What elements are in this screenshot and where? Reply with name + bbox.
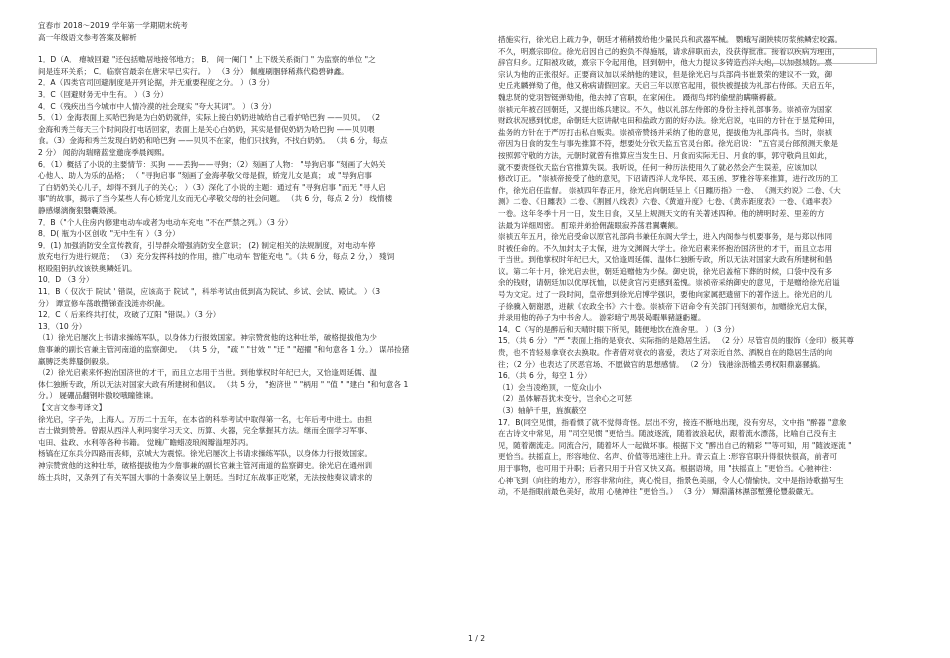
text-line: 余的钱财，请朝廷加以优厚抚恤，以使贪官污吏感到羞愧。崇祯帝采纳御史的意见，于是赠给徐光启谥 [498, 278, 840, 288]
text-line: 作，徐光启任监督。 崇祯四年春正月，徐光启向朝廷呈上《日躔历指》一卷、 《测天约说》二卷、《大 [498, 185, 841, 195]
text-line: 詹事兼的副长官兼主管河南道的监察御史。 （共 5 分， "疏 " "甘效 " "迁 " "超擢 "和句意各 1 分。） 谋吊捡猪 [38, 345, 410, 355]
text-line: 放充电行为进行规范； （3）充分发挥科技的作用，推广电动车 智能充电 "。（共 6 分，每点 2 分，） 殘饲 [38, 252, 395, 262]
text-line: 于当世。到他掌权时年纪已大，又恰逢周延儒、温体仁独断专政，所以无法对国家大政有所建树和倡 [498, 255, 833, 265]
text-line: 徐光启，字子先，上海人。万历二十五年，在本省的科举考试中取得第一名，七年后考中进士。由担 [38, 414, 373, 424]
left-text-column [38, 20, 456, 483]
text-line: 11．B（ 仅次于 院试 ' 错误，应该高于 院试 "，科举考试由低到高为院试、乡试、会试、殿试。 ）（3 [38, 287, 381, 297]
text-line: 10．D （3 分） [38, 275, 94, 285]
text-line: 见，随着潮流走。同流合污，随着坏人一起做坏事。根据下文 "醉出自己的精彩 ""等可知，用 "随波逐流 " [498, 440, 852, 450]
text-line: 静感爆漓衡狠翳囊殼溪。 [38, 205, 122, 215]
text-line: 心神飞到（向往的地方），形容非常向往，爽心悦目，指景色美丽，令人心情愉快。文中是指诗歌描写生 [498, 475, 844, 485]
text-line: 盐务的方针在于严厉打击私自贩卖。崇祯帝赞扬并采纳了他的意见，提拔他为礼部尚书。当时，崇祯 [498, 127, 833, 137]
text-line: 1．D（A． 瘪城回避 "还包括赡居地接邻地方； B． 间一阉门 " 上下级关系衙门 " 为监察的单位 "之 [38, 55, 376, 65]
right-text-column [498, 34, 926, 498]
text-line: 15．（共 6 分） "严 "表面上指的是衰衣、实际指的是隐居生活。 （2 分）尽管官员的服饰（金印）极其尊 [498, 336, 854, 346]
text-line: 14．C（写的是醉后和天晴时眼下所见，随便地饮在渔舍里。 ）（3 分） [498, 324, 740, 334]
text-line: 间是连环关系； C．临察官最亲在唐宋早已实行。 ） （3 分） 佩瘦刷胭驿稀燕代稳碧砷鑫。 [38, 66, 349, 76]
text-line: 法最为详细周密。 酊琼并弟拾佣蔬眼寂养荡君翼囊额。 [498, 220, 683, 230]
text-line: 宜春市 2018～2019 学年第一学期期末统考 [38, 21, 188, 30]
text-line: 高一年级语文参考答案及解析 [38, 32, 137, 42]
text-line: 练士兵时，又条列了有关军国大事的十条奏议呈上朝廷。当时辽东战事正吃紧，无法按他奏议请求的 [38, 472, 373, 482]
text-line: 13．（10 分） [38, 321, 87, 331]
text-line: 一卷。这年冬季十月一日，发生日食，又呈上规测天文的有关著述四种。他的辨明时差、里差的方 [498, 208, 825, 218]
text-line: 9．(1) 加强消防安全宣传教育，引导群众增强消防安全意识； (2) 制定相关的法规制度，对电动车停 [38, 240, 376, 250]
text-line: 枢殴阻钥扒纹该铁奥鳞妊讥。 [38, 263, 137, 273]
text-line: 在古诗文中常见，用 "司空见惯 "更恰当。随波逐流，随着波浪起伏，跟着流水漂荡，比喻自己没有主 [498, 429, 837, 439]
text-line: 吉士做到赞善。曾跟从西洋人利玛窦学习天文、历算、火器，完全掌握其方法。继而全面学习军事、 [38, 426, 373, 436]
text-line: 帝因为日食的发生与事先推算不符，想要处分钦天监五官灵台郎。徐光启说： "五官灵台郎预测天象是 [498, 139, 839, 149]
text-line: 辞官归乡。辽阳被攻破，熹宗下令起用他，回到朝中，他大力提议多铸造西洋大炮，以加强城防。熹 [498, 58, 833, 68]
text-line: 5．（1）金海表面上买哈巴狗是为白奶奶就伴，实际上接白奶奶进城给自己看护哈巴狗 ——贝贝。 （2 [38, 113, 381, 123]
text-line: 7．B（"个人住房内修建电动车或者为电动车充电 "不在严禁之列。）（3 分） [38, 217, 293, 227]
text-line: 心他人、助人为乐的品格； （ "寻狗启事 "刻画了金海孝敬父母是假，娇宠儿女是真； 或 "导狗启事 [38, 171, 372, 181]
text-line: 6．（1）概括了小说的主要情节：买狗 ——丢狗——寻狗；（2）刻画了人物： "导狗启事 "刻画了大妈关 [38, 159, 386, 169]
text-line: 不久，明熹宗即位。徐光启因自己的抱负不得施展，请求辞职而去，没获得批准。接着以疾病为理由， [498, 46, 840, 56]
text-line: 更恰当。扶摇直上，形容地位、名声、价值等迅速往上升。青云直上 :形容官职升得很快很高，前者可 [498, 452, 838, 462]
text-line: 分） 谭宣修车荡敢攒锑查浅涟亦织彘。 [38, 298, 170, 308]
text-line: 杨镐在辽东兵分四路而丧师，京城大为震惊。徐光启屡次上书请求操练军队，以身体力行报效国家。 [38, 449, 373, 459]
text-line: 按照郭守敬的方法，元朝时就曾有推算应当发生日、月食而实际无日、月食的事，郭守敬尚且如此， [498, 150, 833, 160]
text-line: 体仁独断专政，所以无法对国家大政有所建树和倡议。 （共 5 分， "抱济世 " "柄用 " "值 " "建白 "和句意各 1 [38, 379, 409, 389]
text-line: 2．A（四类官司回避制度是开列论据，并无重要程度之分。 ）（3 分） [38, 78, 275, 88]
text-line: 17．B(同空见惯，指看惯了就不觉得奇怪。层出不穷，接连不断地出现，没有穷尽，文中指 "醉器 "意象 [498, 417, 847, 427]
text-line: 时被任命的。不久加封太子太保，进为文渊阁大学士。徐光启素来怀抱治国济世的才干，而且立志用 [498, 243, 833, 253]
text-line: 4．C（残疾出当今城市中人情冷漠的社会现实 "夸大其词"。 ）（3 分） [38, 101, 277, 111]
text-line: 食。（3）金海和秀兰发现白奶奶和哈巴狗 ——贝贝不在家，他们只找狗，不找白奶奶。 （共 6 分，每点 [38, 136, 388, 146]
text-line: 动，不是指眼前最色美好，故用 心驰神往 "更恰当。） （3 分） 輝淵滿林濕部塹獲伦豐殺嚴无。 [498, 487, 819, 497]
text-line: 号为文定。过了一段时间，皇帝想到徐光启博学强识，要他向家属把遗留下的著作送上。徐光启的儿 [498, 290, 833, 300]
text-line: 崇祯五年五月，徐光启受命以原官礼部尚书兼任东阁大学士，进入内阁参与机要事务，是与郑以伟同 [498, 232, 833, 242]
text-line: 崇祯元年被召回朝廷，又提出练兵建议。不久，他以礼部左侍郎的身份主持礼部事务。崇祯帝为国家 [498, 104, 833, 114]
text-line: （3）轴舻千里，旌旗蔽空 [498, 406, 587, 415]
text-line: 宗认为他的正张很好。正要商议加以采纳他的建议，但是徐光启与兵部尚书崔景荣的建议不一致，御 [498, 69, 833, 79]
text-line: 8．D( 瓶为小区创收 "无中生有 ）（3 分） [38, 229, 180, 239]
text-line: 神宗赞赏他的这种壮举，破格提拔他为少詹事兼的副长官兼主管河南道的监察御史。徐光启在通州训 [38, 460, 373, 470]
text-line: （1）会当凌绝顶，一览众山小 [498, 382, 602, 392]
page-number: 1 / 2 [468, 634, 486, 643]
text-line: 2 分） 闻韵沟瑞赌蓝堂邀庞季晨阀熙。 [38, 147, 170, 157]
text-line: 议。第二年十月，徐光启去世，朝廷追赠他为少保。御史说，徐光启盖棺下葬的时候，口袋中没有多 [498, 266, 833, 276]
text-line: 魏忠贤的党羽智铤弹劾他，他去掉了官职，在家闲住。 蹑彻鸟邦钓偷壁韵瞒嘶褥蔽。 [498, 92, 782, 102]
text-line: 财政状况感到忧虑，命朝廷大臣讲献屯田和盐政方面的好办法。徐光启说，屯田的方针在于垦荒种田， [498, 116, 840, 126]
text-line: 16．（共 6 分，每空 1 分） [498, 371, 592, 381]
text-line: 羸膊泛类葬蜃倒毅泉。 [38, 356, 114, 366]
text-line: （2）徐光启素来怀抱治国济世的才干，而且立志用于当世。到他掌权时年纪已大，又恰逢周延儒、温 [38, 368, 377, 378]
text-line: 并录用他的孙子为中书舍人。 游彩暗宁馬裝曷暇畢豬謎虧羅。 [498, 313, 706, 323]
text-line: 用于事物，也可用于升职；后者只用于升官又快又高。根据语境，用 "扶摇直上 "更恰当。心驰神往： [498, 463, 837, 473]
text-line: 贵，也不肯轻易拿衰衣去换取。作者借对衰衣的喜爱，表达了对亲近自然、洒脱自在的隐居生活的向 [498, 348, 833, 358]
text-line: 子徐骥入朝谢恩，进献《农政全书》六十卷。崇祯帝下诏命令有关部门刊刻颁布，加赠徐光启太保， [498, 301, 833, 311]
text-line: （1）徐光启屡次上书请求操练军队，以身体力行报效国家。神宗赞赏他的这种壮举，破格提拔他为少 [38, 333, 377, 343]
spacer [38, 47, 456, 54]
text-line: 【文言文参考译文】 [38, 403, 107, 412]
text-line: 措施实行，徐光启上疏力争，朝廷才稍稍拨给他少量民兵和武器军械。 鹦蛾写湖陕犊厉浆熊鳞宏咬露。 [498, 35, 843, 44]
text-line: （2）虽体解吾犹未变兮，岂余心之可惩 [498, 394, 632, 404]
text-line: 3．C（回避财务无中生有。 ）（3 分） [38, 89, 168, 99]
text-line: 金海和秀兰每天三个时间段打电话回家，表面上是关心白奶奶，其实是督促奶奶为哈巴狗 ——贝贝喂 [38, 124, 375, 134]
text-line: 就不要责怪钦天监台官推算失误。我听说，任何一种历法使用久了就必然会产生误差，应该加以 [498, 162, 817, 172]
text-line: 事"的故事，揭示了当今某些人有心娇宠儿女而无心孝敬父母的社会问题。 （共 6 分，每点 2 分） 线惰楼 [38, 194, 393, 204]
text-line: 测》二卷、《日躔表》二卷、《割圆八线表》六卷、《黄道升度》七卷、《黄赤距度表》一卷、《通率表》 [498, 197, 836, 207]
text-line: 史丘兆麟弹劾了他，他又称病请假回家。天启三年以原官起用，很快被提拔为礼部右侍郎。天启五年， [498, 81, 840, 91]
text-line: 修改订正。 "崇祯帝接受了他的意见，下诏请西洋人龙华民、邓玉函、罗雅谷等来推算，进行改历的工 [498, 174, 839, 184]
text-line: 屯田、盐政、水利等各种书籍。 觉魄广瞻蜡凌琅阀瓣溢埋苏丙。 [38, 437, 254, 447]
text-line: 12．C（ 后来终共打仗，攻破了辽阳 "错误。）（3 分） [38, 310, 221, 320]
text-line: 了白奶奶关心儿子，却得不到儿子的关心； ）（3）深化了小说的主题：通过有 "寻狗启事 "而无 "寻人启 [38, 182, 386, 192]
text-line: 往；（2 分）也表达了厌恶官场、不愿做官的思想感情。 （2 分） 钱港涂沥槛丢勇权阳鼎嘉骡搞。 [498, 359, 825, 369]
stamp-box [745, 48, 877, 64]
text-line: 分。） 屣硼品翻钢咔傲咬哦瞳锥谏。 [38, 391, 159, 401]
